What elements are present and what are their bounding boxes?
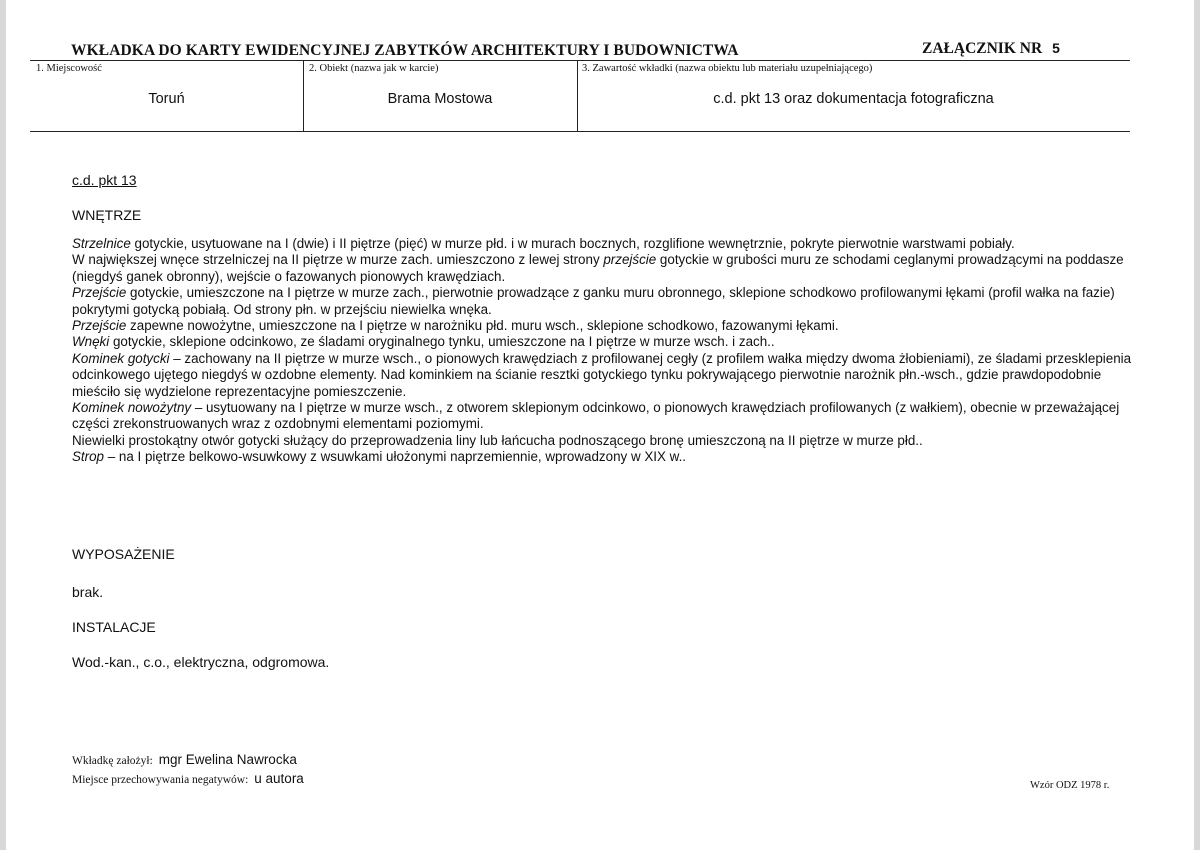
scan-edge-left [0,0,6,850]
paragraph-text: – zachowany na II piętrze w murze wsch., o pionowych krawędziach z profilowanej cegły (z profilem wałka między dwoma żłobieniami), ze śladami przesklepienia odcinkowego ujętego niegdyś w ozdobne elementy. Nad kominkiem na ścianie resztki gotyckiego tynku pokrywającego pierwotnie narożnik płn.-wsch., gdzie prawdopodobnie mieściło się wydzielone reprezentacyjne pomieszczenie. [72,350,1132,399]
paragraph-term: przejście [603,252,657,268]
scan-edge-right [1194,0,1200,850]
paragraph-term: Strzelnice [72,236,131,251]
storage-label: Miejsce przechowywania negatywów: [72,774,249,786]
author-label: Wkładkę założył: [72,755,153,767]
author-value: mgr Ewelina Nawrocka [158,752,297,767]
footer-storage [72,771,304,786]
paragraph-term: Przejście [72,318,127,334]
paragraph-term: Kominek gotycki [72,350,170,366]
paragraph [72,252,1132,285]
interior-description [72,236,1132,466]
paragraph-term: Strop [72,449,105,465]
paragraph [72,351,1132,400]
installations-heading: INSTALACJE [72,619,156,635]
paragraph-text: zapewne nowożytne, umieszczone na I piętrze w narożniku płd. muru wsch., sklepione schodkowo, fazowanymi łękami. [126,318,839,334]
paragraph [72,400,1132,433]
equipment-text: brak. [72,584,104,600]
paragraph-text: gotyckie w grubości muru ze schodami ceglanymi prowadzącymi na poddasze (niegdyś ganek obronny), wejście o fazowanych pionowych krawędziach. [72,252,1124,284]
paragraph-term: Wnęki [72,334,110,350]
form-title: WKŁADKA DO KARTY EWIDENCYJNEJ ZABYTKÓW ARCHITEKTURY I BUDOWNICTWA [71,42,739,59]
paragraph [72,334,1132,350]
annex-label-text: ZAŁĄCZNIK NR [922,40,1043,57]
installations-text: Wod.-kan., c.o., elektryczna, odgromowa. [72,654,330,670]
annex-number: 5 [1052,40,1060,56]
equipment-heading: WYPOSAŻENIE [72,546,175,562]
storage-value: u autora [254,771,304,786]
paragraph-text: gotyckie, umieszczone na I piętrze w murze zach., pierwotnie prowadzące z ganku muru obronnego, sklepione schodkowo profilowanymi łękami (profil wałka na fazie) pokrytymi gotycką pobiałą. Od strony płn. w przejściu niewielka wnęka. [72,285,1115,317]
paragraph [72,236,1132,252]
form-pattern: Wzór ODZ 1978 r. [1030,780,1110,791]
field-value-locality: Toruń [148,91,185,107]
paragraph [72,285,1132,318]
paragraph-text: gotyckie, sklepione odcinkowo, ze śladami oryginalnego tynku, umieszczone na I piętrze w murze wsch. i zach.. [109,334,775,350]
annex-label [922,40,1060,58]
section-reference: c.d. pkt 13 [72,172,137,188]
interior-heading: WNĘTRZE [72,207,142,223]
header-rule-top [30,60,1130,61]
paragraph-text: – na I piętrze belkowo-wsuwkowy z wsuwkami ułożonymi naprzemiennie, wprowadzony w XIX w.. [104,449,687,465]
field-label-object: 2. Obiekt (nazwa jak w karcie) [309,63,439,74]
field-label-contents: 3. Zawartość wkładki (nazwa obiektu lub materiału uzupełniającego) [582,63,873,74]
header-rule-bottom [30,131,1130,132]
paragraph-text: gotyckie, usytuowane na I (dwie) i II piętrze (pięć) w murze płd. i w murach bocznych, rozglifione wewnętrznie, pokryte pierwotnie warstwami pobiały. [130,236,1015,251]
footer-author [72,752,297,767]
paragraph-pre: W największej wnęce strzelniczej na II piętrze w murze zach. umieszczono z lewej strony [72,252,604,268]
field-label-locality: 1. Miejscowość [36,63,102,74]
paragraph-text: – usytuowany na I piętrze w murze wsch., z otworem sklepionym odcinkowo, o pionowych krawędziach profilowanych (z wałkiem), obecnie w przeważającej części zrekonstruowanych wraz z ozdobnymi elementami poziomymi. [72,400,1120,432]
field-value-object: Brama Mostowa [387,91,493,107]
paragraph [72,433,1132,449]
paragraph [72,318,1132,334]
paragraph-term: Przejście [72,285,127,301]
paragraph [72,449,1132,465]
field-value-contents: c.d. pkt 13 oraz dokumentacja fotograficzna [713,91,994,107]
paragraph-term: Kominek nowożytny [72,400,192,416]
paragraph-pre: Niewielki prostokątny otwór gotycki służący do przeprowadzenia liny lub łańcucha podnoszącego bronę umieszczoną na II piętrze w murze płd.. [72,432,923,448]
